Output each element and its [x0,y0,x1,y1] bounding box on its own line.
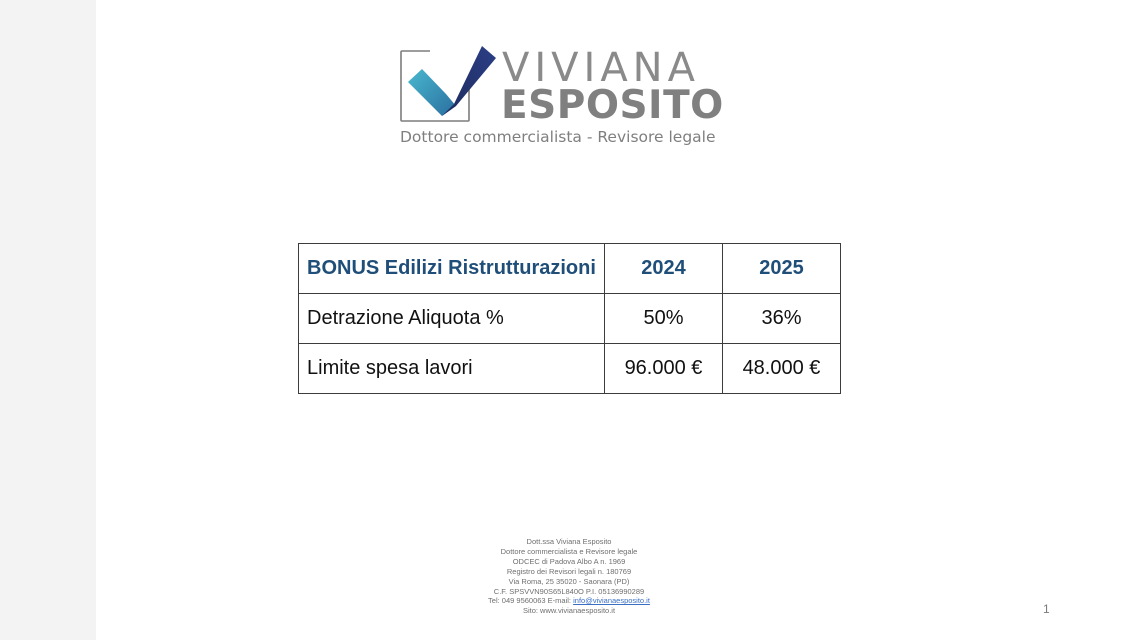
footer-email-link[interactable]: info@vivianaesposito.it [573,596,650,606]
footer-registro: Registro dei Revisori legali n. 180769 [506,566,632,576]
bonus-table [298,243,841,394]
cell-limite-2024: 96.000 € [605,344,723,394]
footer-contact-info [419,537,719,616]
checkmark-logo-icon [400,44,498,124]
cell-detrazione-2024: 50% [605,294,723,344]
row-label-detrazione: Detrazione Aliquota % [299,294,605,344]
table-header-row [299,244,841,294]
footer-odcec: ODCEC di Padova Albo A n. 1969 [512,556,626,566]
footer-fiscal: C.F. SPSVVN90S65L840O P.I. 05136990289 [493,586,645,596]
cell-detrazione-2025: 36% [723,294,841,344]
header-bonus-label: BONUS Edilizi Ristrutturazioni [299,244,605,294]
header-year-2025: 2025 [723,244,841,294]
row-label-limite-spesa: Limite spesa lavori [299,344,605,394]
footer-contact-prefix: Tel: 049 9560063 E-mail: [488,596,572,606]
table-row [299,344,841,394]
footer-name: Dott.ssa Viviana Esposito [526,537,612,546]
footer-site: Sito: www.vivianaesposito.it [522,606,616,616]
logo [400,44,745,154]
footer-contact [419,596,719,606]
footer-address: Via Roma, 25 35020 - Saonara (PD) [508,576,630,586]
footer-title: Dottore commercialista e Revisore legale [500,546,638,556]
header-year-2024: 2024 [605,244,723,294]
cell-limite-2025: 48.000 € [723,344,841,394]
logo-tagline: Dottore commercialista - Revisore legale [400,128,716,146]
logo-last-name: ESPOSITO [501,83,724,128]
table-row [299,294,841,344]
page-number: 1 [1043,602,1050,616]
logo-first-name: VIVIANA [502,45,700,91]
